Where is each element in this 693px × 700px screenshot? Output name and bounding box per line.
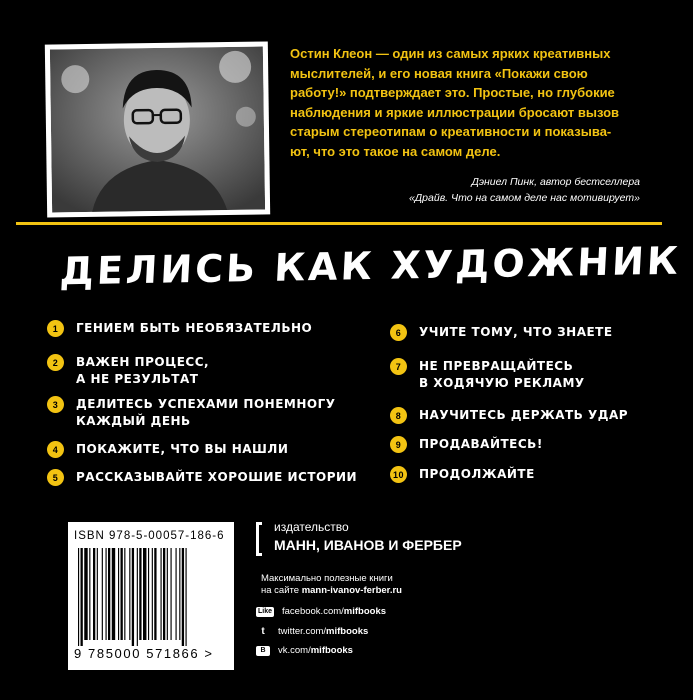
barcode-bar: [132, 548, 134, 646]
barcode-bar: [108, 548, 110, 640]
social-prefix: twitter.com/: [278, 626, 327, 637]
author-photo: [45, 41, 270, 217]
list-item-text: УЧИТЕ ТОМУ, ЧТО ЗНАЕТЕ: [419, 325, 613, 339]
list-item-text: НАУЧИТЕСЬ ДЕРЖАТЬ УДАР: [419, 408, 629, 422]
list-item: [390, 436, 543, 453]
number-badge: 1: [47, 320, 64, 337]
attribution-book: «Драйв. Что на самом деле нас мотивирует»: [408, 192, 640, 204]
list-item-text: ГЕНИЕМ БЫТЬ НЕОБЯЗАТЕЛЬНО: [76, 321, 313, 335]
barcode-bar: [186, 548, 187, 646]
barcode-bar: [124, 548, 125, 640]
social-prefix: vk.com/: [278, 645, 311, 656]
list-item: [47, 320, 312, 337]
tagline-line: Максимально полезные книги: [261, 573, 393, 584]
barcode-bar: [176, 548, 177, 640]
book-title: ДЕЛИСЬ КАК ХУДОЖНИК: [58, 238, 683, 294]
number-badge: 7: [390, 358, 407, 375]
number-badge: 5: [47, 469, 64, 486]
barcode-box: [68, 522, 234, 670]
barcode-bar: [84, 548, 87, 640]
barcode-bar: [118, 548, 119, 640]
barcode-bar: [167, 548, 168, 640]
quote-attribution: [300, 174, 640, 206]
list-item: [47, 354, 209, 388]
barcode: [76, 548, 226, 646]
number-badge: 4: [47, 441, 64, 458]
barcode-bar: [143, 548, 146, 640]
barcode-bar: [179, 548, 180, 640]
barcode-bar: [97, 548, 98, 640]
publisher-name: МАНН, ИВАНОВ И ФЕРБЕР: [274, 537, 462, 553]
barcode-bar: [78, 548, 79, 646]
like-icon: Like: [257, 608, 272, 615]
list-item: [47, 469, 357, 486]
barcode-number: 9 785000 571866 >: [74, 646, 214, 661]
review-quote: [290, 44, 650, 161]
number-badge: 3: [47, 396, 64, 413]
barcode-bar: [93, 548, 95, 640]
author-portrait-image: [50, 47, 265, 213]
social-vk[interactable]: [256, 645, 353, 656]
barcode-bar: [161, 548, 162, 640]
publisher-tagline: [261, 573, 402, 597]
barcode-bar: [112, 548, 115, 640]
barcode-bar: [81, 548, 83, 646]
list-item: [47, 396, 335, 430]
barcode-bar: [89, 548, 90, 640]
list-item-text: ПОКАЖИТЕ, ЧТО ВЫ НАШЛИ: [76, 442, 289, 456]
list-item: [390, 324, 613, 341]
social-handle: mifbooks: [343, 606, 387, 617]
social-handle: mifbooks: [310, 645, 353, 656]
quote-line: Остин Клеон — один из самых ярких креативных: [290, 46, 611, 61]
quote-line: ют, что это такое на самом деле.: [290, 143, 501, 159]
social-prefix: facebook.com/: [282, 606, 344, 617]
list-item-text: ПРОДАВАЙТЕСЬ!: [419, 437, 543, 451]
barcode-bar: [154, 548, 156, 640]
social-handle: mifbooks: [326, 626, 369, 637]
list-item: [390, 358, 585, 392]
quote-line: работу!» подтверждает это. Простые, но глубокие: [290, 85, 615, 100]
social-facebook[interactable]: [256, 606, 386, 617]
barcode-bar: [171, 548, 172, 640]
number-badge: 8: [390, 407, 407, 424]
quote-line: наблюдения и яркие иллюстрации бросают вызов: [290, 104, 620, 120]
list-item-text: КАЖДЫЙ ДЕНЬ: [76, 414, 191, 428]
publisher-label: издательство: [274, 520, 349, 534]
barcode-bar: [121, 548, 123, 640]
list-item-text: ДЕЛИТЕСЬ УСПЕХАМИ ПОНЕМНОГУ: [76, 397, 336, 411]
number-badge: 10: [390, 466, 407, 483]
twitter-icon: t: [261, 626, 265, 637]
publisher-site-link[interactable]: mann-ivanov-ferber.ru: [301, 585, 402, 596]
barcode-bar: [182, 548, 184, 646]
list-item-text: РАССКАЗЫВАЙТЕ ХОРОШИЕ ИСТОРИИ: [76, 470, 358, 484]
attribution-author: Дэниел Пинк, автор бестселлера: [471, 176, 640, 188]
list-item: [390, 407, 628, 424]
list-item-text: В ХОДЯЧУЮ РЕКЛАМУ: [419, 376, 585, 390]
number-badge: 9: [390, 436, 407, 453]
barcode-bar: [139, 548, 141, 640]
barcode-bar: [102, 548, 103, 640]
list-item-text: А НЕ РЕЗУЛЬТАТ: [76, 372, 199, 386]
quote-line: старым стереотипам о креативности и показыва-: [290, 124, 612, 139]
social-twitter[interactable]: [256, 626, 368, 637]
barcode-bar: [152, 548, 153, 640]
barcode-bar: [129, 548, 130, 640]
list-item: [47, 441, 288, 458]
barcode-bar: [106, 548, 107, 640]
number-badge: 2: [47, 354, 64, 371]
number-badge: 6: [390, 324, 407, 341]
list-item-text: НЕ ПРЕВРАЩАЙТЕСЬ: [419, 359, 574, 373]
divider: [16, 222, 662, 225]
quote-line: мыслителей, и его новая книга «Покажи свою: [290, 65, 588, 81]
list-item-text: ПРОДОЛЖАЙТЕ: [419, 467, 535, 481]
list-item-text: ВАЖЕН ПРОЦЕСС,: [76, 355, 210, 369]
vk-icon: B: [256, 646, 270, 656]
tagline-prefix: на сайте: [261, 585, 302, 596]
barcode-bar: [163, 548, 165, 640]
isbn-label: ISBN 978-5-00057-186-6: [74, 530, 225, 542]
list-item: [390, 466, 535, 483]
barcode-bar: [148, 548, 149, 640]
bracket-icon: [256, 522, 262, 556]
barcode-bar: [137, 548, 138, 646]
